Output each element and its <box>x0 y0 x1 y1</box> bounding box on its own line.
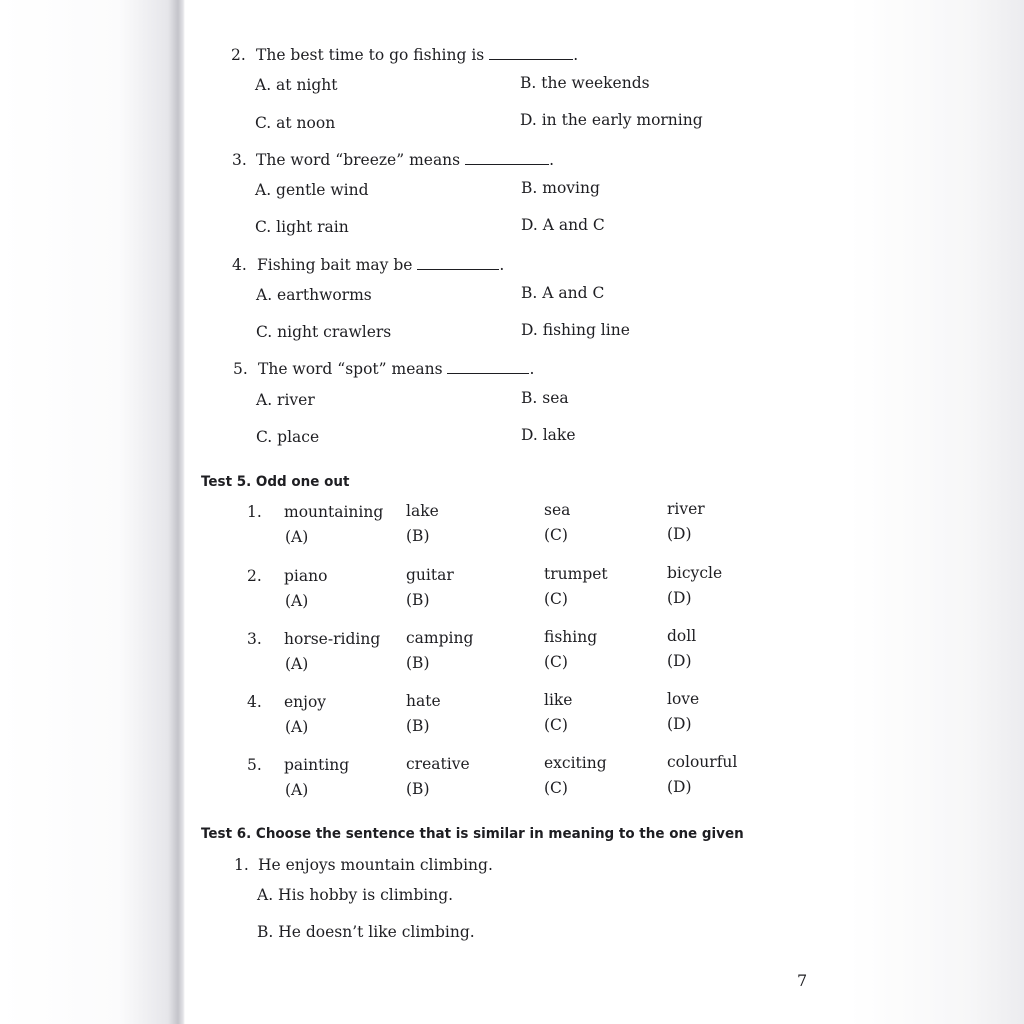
option-b[interactable]: B. sea <box>521 389 569 407</box>
test6-heading: Test 6. Choose the sentence that is similar in meaning to the one given <box>201 826 744 842</box>
option-c[interactable]: C. at noon <box>255 114 336 132</box>
question-sentence: He enjoys mountain climbing. <box>258 856 493 874</box>
question-number: 2. <box>231 46 246 64</box>
question-number: 5. <box>233 360 248 378</box>
letter-b: (B) <box>406 654 430 672</box>
letter-a: (A) <box>285 655 309 673</box>
option-a[interactable]: A. His hobby is climbing. <box>257 886 454 904</box>
letter-d: (D) <box>667 589 692 607</box>
option-c[interactable]: C. place <box>256 428 320 446</box>
word-c[interactable]: trumpet <box>544 565 608 583</box>
word-d[interactable]: colourful <box>667 753 738 771</box>
letter-b: (B) <box>406 780 430 798</box>
option-c[interactable]: C. light rain <box>255 218 349 236</box>
letter-d: (D) <box>667 525 692 543</box>
question-number: 3. <box>232 151 247 169</box>
option-a[interactable]: A. at night <box>255 76 338 94</box>
option-d[interactable]: D. fishing line <box>521 321 630 339</box>
question-stem: Fishing bait may be . <box>257 256 505 274</box>
row-number: 4. <box>247 693 262 711</box>
word-a[interactable]: enjoy <box>284 693 327 711</box>
answer-blank[interactable] <box>465 152 549 165</box>
letter-d: (D) <box>667 778 692 796</box>
letter-b: (B) <box>406 717 430 735</box>
question-number: 4. <box>232 256 247 274</box>
option-b[interactable]: B. moving <box>521 179 600 197</box>
option-d[interactable]: D. A and C <box>521 216 605 234</box>
word-b[interactable]: hate <box>406 692 441 710</box>
word-d[interactable]: doll <box>667 627 697 645</box>
word-c[interactable]: exciting <box>544 754 607 772</box>
word-c[interactable]: sea <box>544 501 571 519</box>
option-c[interactable]: C. night crawlers <box>256 323 392 341</box>
letter-d: (D) <box>667 715 692 733</box>
page-number: 7 <box>797 971 808 990</box>
word-d[interactable]: river <box>667 500 705 518</box>
word-a[interactable]: mountaining <box>284 503 384 521</box>
letter-c: (C) <box>544 716 568 734</box>
option-b[interactable]: B. A and C <box>521 284 605 302</box>
question-number: 1. <box>234 856 249 874</box>
letter-d: (D) <box>667 652 692 670</box>
answer-blank[interactable] <box>417 257 499 270</box>
page-gutter-shadow <box>0 0 185 1024</box>
letter-a: (A) <box>285 592 309 610</box>
option-d[interactable]: D. in the early morning <box>520 111 703 129</box>
option-d[interactable]: D. lake <box>521 426 576 444</box>
option-a[interactable]: A. river <box>256 391 315 409</box>
row-number: 5. <box>247 756 262 774</box>
question-stem: The word “spot” means . <box>258 360 535 378</box>
row-number: 3. <box>247 630 262 648</box>
word-c[interactable]: fishing <box>544 628 598 646</box>
letter-b: (B) <box>406 591 430 609</box>
word-c[interactable]: like <box>544 691 573 709</box>
letter-a: (A) <box>285 781 309 799</box>
question-stem: The word “breeze” means . <box>256 151 554 169</box>
letter-c: (C) <box>544 590 568 608</box>
option-a[interactable]: A. earthworms <box>256 286 372 304</box>
row-number: 2. <box>247 567 262 585</box>
word-d[interactable]: love <box>667 690 700 708</box>
question-stem: The best time to go fishing is . <box>256 46 579 64</box>
book-page <box>185 0 849 1024</box>
option-a[interactable]: A. gentle wind <box>255 181 369 199</box>
answer-blank[interactable] <box>489 47 573 60</box>
letter-a: (A) <box>285 718 309 736</box>
letter-b: (B) <box>406 527 430 545</box>
letter-c: (C) <box>544 653 568 671</box>
letter-a: (A) <box>285 528 309 546</box>
word-a[interactable]: painting <box>284 756 350 774</box>
answer-blank[interactable] <box>447 361 529 374</box>
word-d[interactable]: bicycle <box>667 564 723 582</box>
test5-heading: Test 5. Odd one out <box>201 474 350 490</box>
option-b[interactable]: B. the weekends <box>520 74 650 92</box>
word-a[interactable]: piano <box>284 567 328 585</box>
word-b[interactable]: camping <box>406 629 474 647</box>
word-b[interactable]: guitar <box>406 566 454 584</box>
row-number: 1. <box>247 503 262 521</box>
letter-c: (C) <box>544 526 568 544</box>
page-right-edge <box>849 0 1024 1024</box>
letter-c: (C) <box>544 779 568 797</box>
word-b[interactable]: lake <box>406 502 439 520</box>
word-a[interactable]: horse-riding <box>284 630 381 648</box>
option-b[interactable]: B. He doesn’t like climbing. <box>257 923 475 941</box>
word-b[interactable]: creative <box>406 755 470 773</box>
